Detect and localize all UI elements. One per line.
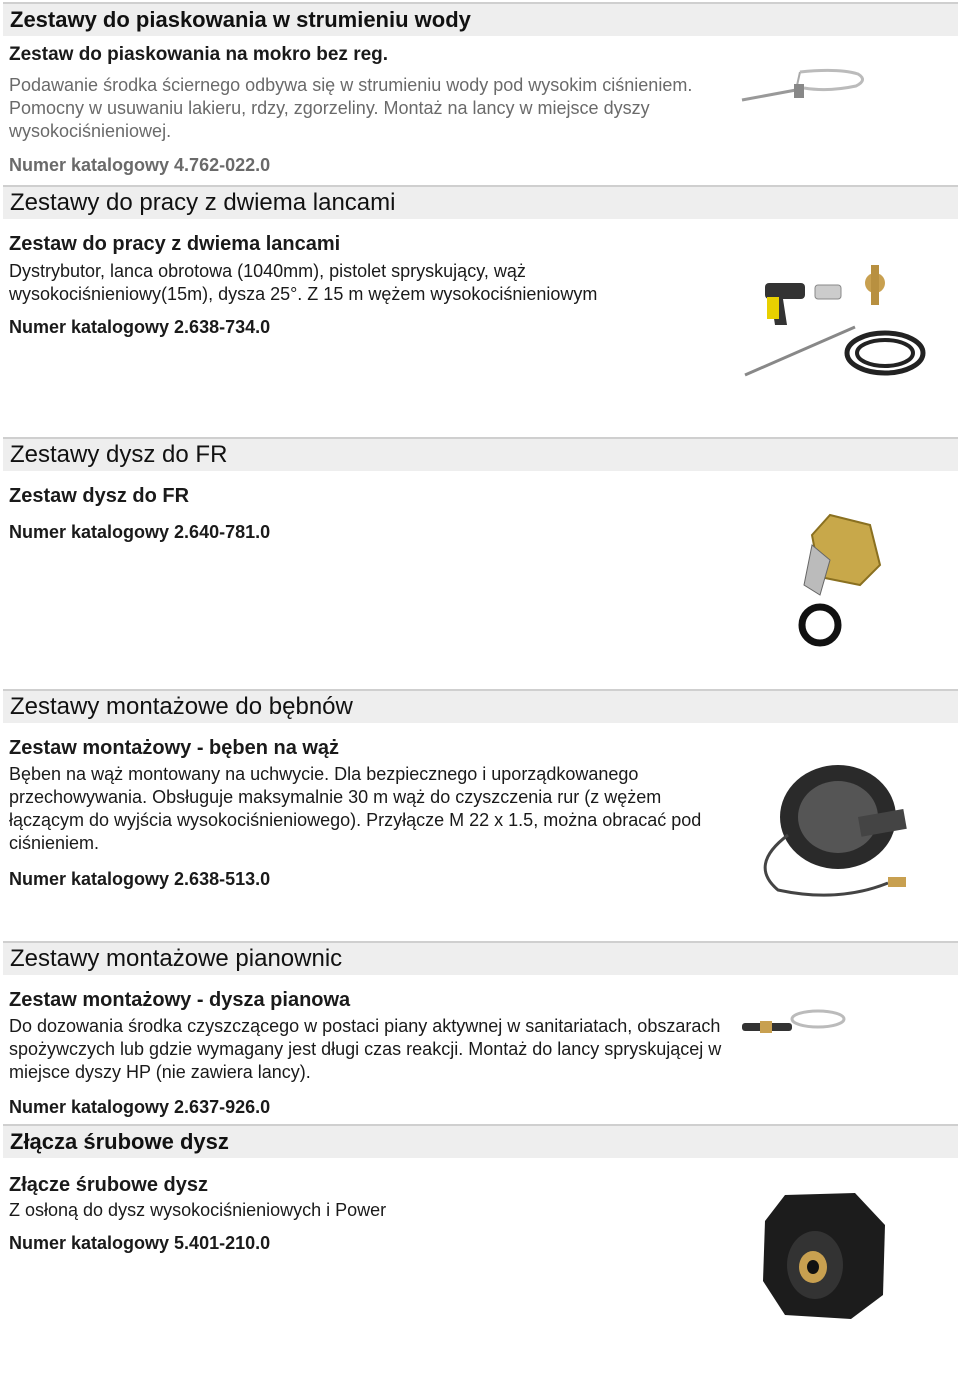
product-title-hose-reel: Zestaw montażowy - bęben na wąż <box>9 737 340 759</box>
catalog-number-screw-connector: Numer katalogowy 5.401-210.0 <box>9 1233 271 1253</box>
product-desc-sandblasting: Podawanie środka ściernego odbywa się w strumieniu wody pod wysokim ciśnieniem. Pomocny w usuwaniu lakieru, rdzy, zgorzeliny. Montaż na lancy w miejsce dyszy wysokociśnieniowej. <box>9 75 693 141</box>
product-title-sandblasting: Zestaw do piaskowania na mokro bez reg. <box>9 44 389 65</box>
catalog-number-two-lances: Numer katalogowy 2.638-734.0 <box>9 317 271 337</box>
product-title-foam-nozzle: Zestaw montażowy - dysza pianowa <box>9 989 351 1011</box>
product-desc-hose-reel: Bęben na wąż montowany na uchwycie. Dla bezpiecznego i uporządkowanego przechowywania. Obsługuje maksymalnie 30 m wąż do czyszczenia rur (z wężem łączącym do wyjścia wysokociśnieniowego). Przyłącze M 22 x 1.5, można obracać pod ciśnieniem. <box>9 764 702 853</box>
hose-reel-icon <box>738 755 938 905</box>
catalog-number-sandblasting: Numer katalogowy 4.762-022.0 <box>9 155 271 175</box>
product-desc-foam-nozzle: Do dozowania środka czyszczącego w postaci piany aktywnej w sanitariatach, obszarach spożywczych lub gdzie wymagany jest długi czas reakcji. Montaż do lancy spryskującej w miejsce dyszy HP (nie zawiera lancy). <box>9 1016 722 1082</box>
nozzle-screw-connector-icon <box>755 1185 895 1325</box>
two-lance-kit-icon <box>735 255 935 385</box>
catalog-number-fr-nozzles: Numer katalogowy 2.640-781.0 <box>9 522 271 542</box>
product-desc-two-lances: Dystrybutor, lanca obrotowa (1040mm), pistolet spryskujący, wąż wysokociśnieniowy(15m), dysza 25°. Z 15 m wężem wysokociśnieniowym <box>9 261 598 304</box>
product-desc-screw-connector: Z osłoną do dysz wysokociśnieniowych i Power <box>9 1200 387 1220</box>
section-header-foam-mounting: Zestawy montażowe pianownic <box>3 941 958 975</box>
catalog-number-foam-nozzle: Numer katalogowy 2.637-926.0 <box>9 1097 271 1117</box>
product-title-fr-nozzles: Zestaw dysz do FR <box>9 485 190 507</box>
catalog-number-hose-reel: Numer katalogowy 2.638-513.0 <box>9 869 271 889</box>
product-title-two-lances: Zestaw do pracy z dwiema lancami <box>9 233 341 255</box>
section-header-two-lances: Zestawy do pracy z dwiema lancami <box>3 185 958 219</box>
wet-sandblasting-kit-icon <box>738 60 878 110</box>
section-header-sandblasting: Zestawy do piaskowania w strumieniu wody <box>3 2 958 36</box>
section-header-screw-connectors: Złącza śrubowe dysz <box>3 1124 958 1158</box>
foam-nozzle-icon <box>738 1005 848 1045</box>
section-header-fr-nozzles: Zestawy dysz do FR <box>3 437 958 471</box>
fr-nozzle-kit-icon <box>790 505 900 655</box>
section-header-reel-mounting: Zestawy montażowe do bębnów <box>3 689 958 723</box>
product-title-screw-connector: Złącze śrubowe dysz <box>9 1174 208 1196</box>
